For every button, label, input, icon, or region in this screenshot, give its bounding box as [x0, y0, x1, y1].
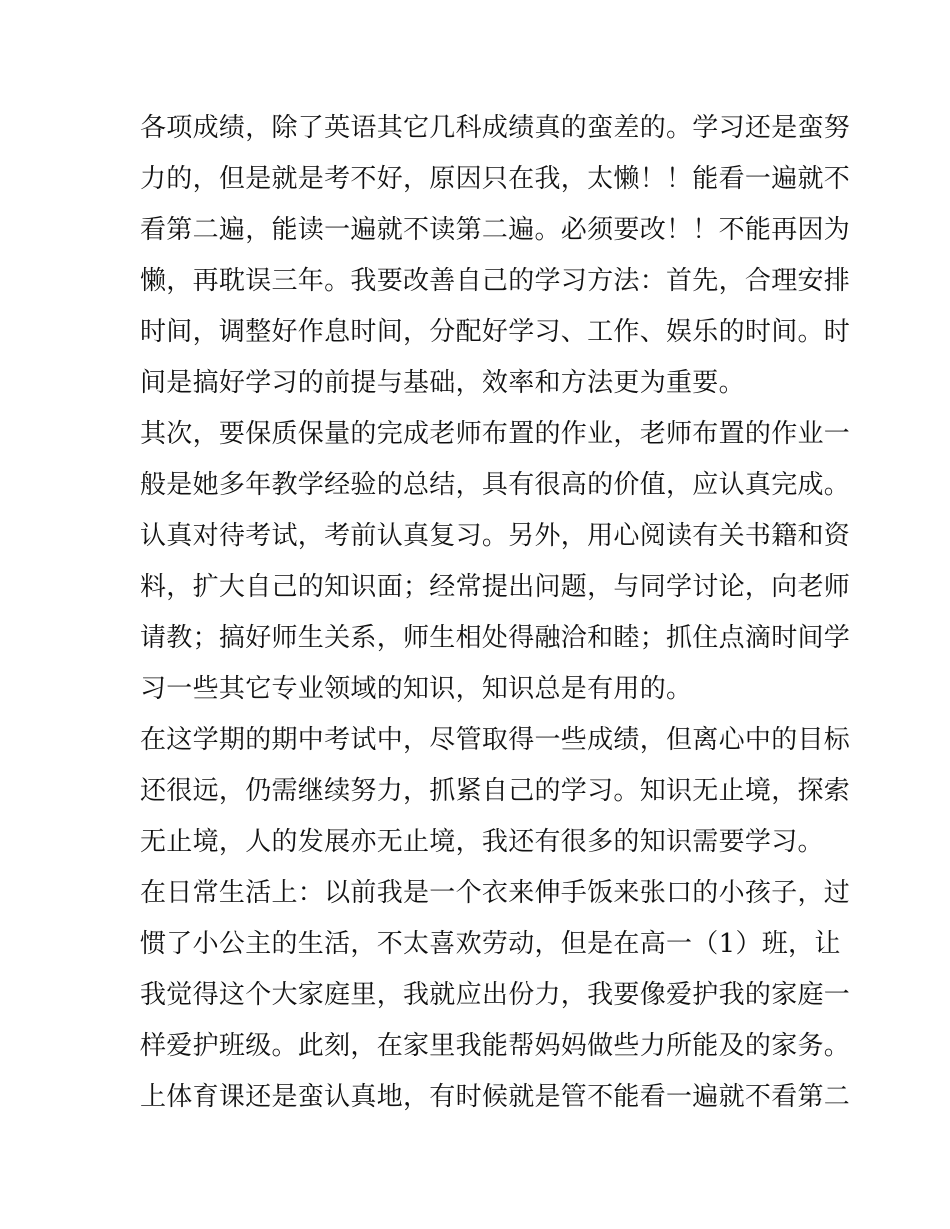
document-body — [140, 103, 851, 1123]
text-line: 懒，再耽误三年。我要改善自己的学习方法：首先，合理安排 — [140, 266, 851, 296]
text-line: 上体育课还是蛮认真地，有时候就是管不能看一遍就不看第二 — [140, 1082, 851, 1112]
text-line: 料，扩大自己的知识面；经常提出问题，与同学讨论，向老师 — [140, 572, 851, 602]
text-line: 间是搞好学习的前提与基础，效率和方法更为重要。 — [140, 368, 745, 398]
text-line: 力的，但是就是考不好，原因只在我，太懒！！能看一遍就不 — [140, 164, 851, 194]
paragraph-study-methods — [140, 103, 851, 409]
text-line: 看第二遍，能读一遍就不读第二遍。必须要改！！不能再因为 — [140, 215, 851, 245]
text-line: 惯了小公主的生活，不太喜欢劳动，但是在高一（1）班，让 — [140, 929, 841, 959]
text-line: 无止境，人的发展亦无止境，我还有很多的知识需要学习。 — [140, 827, 824, 857]
text-line: 认真对待考试，考前认真复习。另外，用心阅读有关书籍和资 — [140, 521, 851, 551]
text-line: 还很远，仍需继续努力，抓紧自己的学习。知识无止境，探索 — [140, 776, 851, 806]
text-line: 其次，要保质保量的完成老师布置的作业，老师布置的作业一 — [140, 419, 851, 449]
text-line: 请教；搞好师生关系，师生相处得融洽和睦；抓住点滴时间学 — [140, 623, 851, 653]
text-line: 时间，调整好作息时间，分配好学习、工作、娱乐的时间。时 — [140, 317, 851, 347]
text-line: 习一些其它专业领域的知识，知识总是有用的。 — [140, 674, 693, 704]
text-line: 样爱护班级。此刻，在家里我能帮妈妈做些力所能及的家务。 — [140, 1031, 851, 1061]
text-line: 在日常生活上：以前我是一个衣来伸手饭来张口的小孩子，过 — [140, 878, 851, 908]
text-line: 我觉得这个大家庭里，我就应出份力，我要像爱护我的家庭一 — [140, 980, 851, 1010]
text-line: 般是她多年教学经验的总结，具有很高的价值，应认真完成。 — [140, 470, 851, 500]
paragraph-homework — [140, 409, 851, 715]
text-line: 各项成绩，除了英语其它几科成绩真的蛮差的。学习还是蛮努 — [140, 113, 851, 143]
paragraph-midterm — [140, 715, 851, 868]
paragraph-daily-life — [140, 868, 851, 1123]
text-line: 在这学期的期中考试中，尽管取得一些成绩，但离心中的目标 — [140, 725, 851, 755]
